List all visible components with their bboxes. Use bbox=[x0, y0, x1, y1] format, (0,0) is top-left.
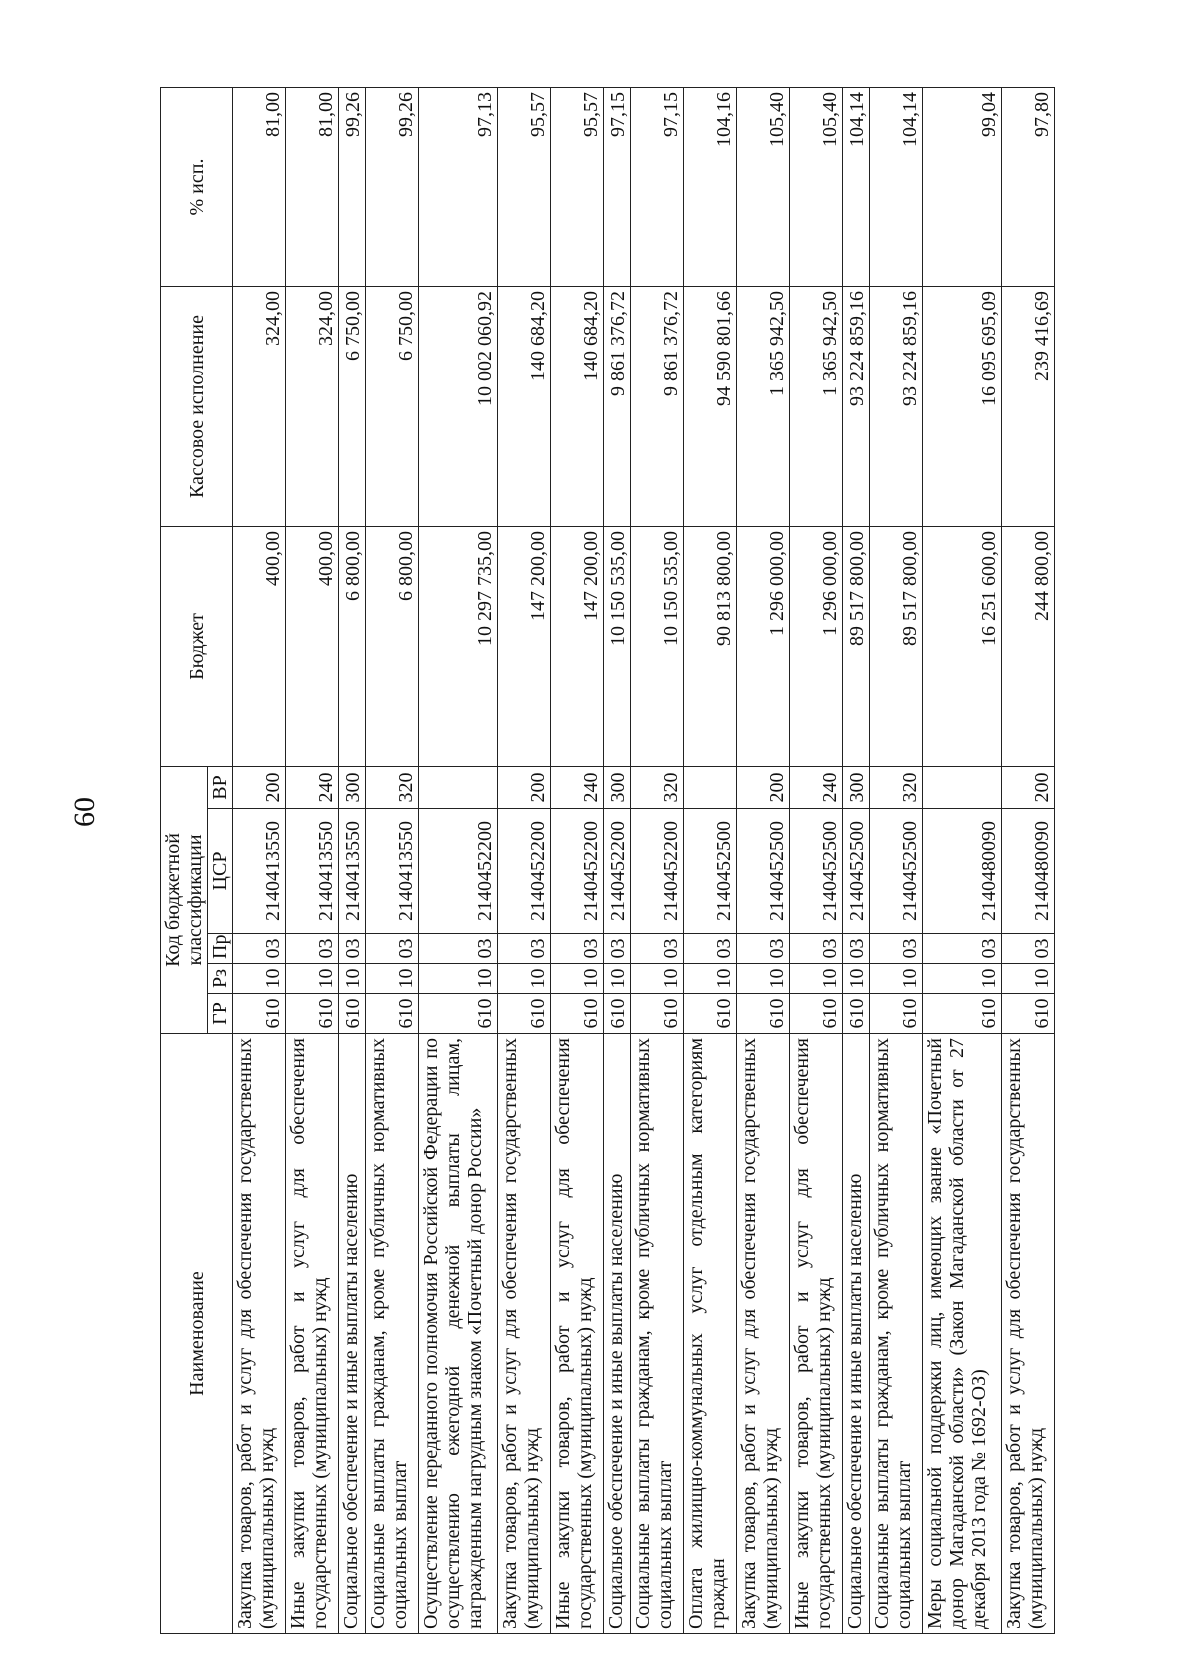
cell-vr: 320 bbox=[631, 767, 684, 809]
cell-name: Социальное обеспечение и иные выплаты населению bbox=[339, 1034, 366, 1634]
cell-pr: 03 bbox=[366, 934, 419, 964]
cell-percent: 105,40 bbox=[790, 88, 843, 287]
cell-budget: 10 150 535,00 bbox=[604, 527, 631, 767]
cell-percent: 104,14 bbox=[843, 88, 870, 287]
cell-vr: 300 bbox=[339, 767, 366, 809]
cell-gr: 610 bbox=[339, 994, 366, 1034]
cell-gr: 610 bbox=[604, 994, 631, 1034]
cell-csr: 2140452200 bbox=[498, 809, 551, 934]
cell-pr: 03 bbox=[419, 934, 498, 964]
cell-csr: 2140480090 bbox=[923, 809, 1002, 934]
cell-pr: 03 bbox=[870, 934, 923, 964]
cell-vr bbox=[923, 767, 1002, 809]
cell-name: Закупка товаров, работ и услуг для обеспечения государственных (муниципальных) нужд bbox=[1002, 1034, 1055, 1634]
table-row bbox=[604, 88, 631, 1634]
cell-execution: 93 224 859,16 bbox=[843, 287, 870, 527]
cell-csr: 2140452500 bbox=[843, 809, 870, 934]
table-row bbox=[419, 88, 498, 1634]
cell-percent: 81,00 bbox=[286, 88, 339, 287]
cell-pr: 03 bbox=[843, 934, 870, 964]
cell-rz: 10 bbox=[923, 964, 1002, 994]
table-row bbox=[631, 88, 684, 1634]
cell-budget: 16 251 600,00 bbox=[923, 527, 1002, 767]
cell-rz: 10 bbox=[366, 964, 419, 994]
cell-csr: 2140452500 bbox=[684, 809, 737, 934]
cell-rz: 10 bbox=[339, 964, 366, 994]
cell-percent: 104,16 bbox=[684, 88, 737, 287]
cell-execution: 1 365 942,50 bbox=[790, 287, 843, 527]
cell-execution: 140 684,20 bbox=[551, 287, 604, 527]
cell-name: Иные закупки товаров, работ и услуг для обеспечения государственных (муниципальных) нужд bbox=[551, 1034, 604, 1634]
table-row bbox=[870, 88, 923, 1634]
cell-pr: 03 bbox=[286, 934, 339, 964]
cell-vr: 240 bbox=[286, 767, 339, 809]
header-csr: ЦСР bbox=[208, 809, 233, 934]
cell-vr: 200 bbox=[233, 767, 286, 809]
table-row bbox=[366, 88, 419, 1634]
cell-vr: 300 bbox=[843, 767, 870, 809]
cell-gr: 610 bbox=[233, 994, 286, 1034]
cell-rz: 10 bbox=[737, 964, 790, 994]
cell-budget: 10 297 735,00 bbox=[419, 527, 498, 767]
cell-pr: 03 bbox=[339, 934, 366, 964]
cell-pr: 03 bbox=[737, 934, 790, 964]
cell-csr: 2140452200 bbox=[604, 809, 631, 934]
cell-execution: 140 684,20 bbox=[498, 287, 551, 527]
cell-rz: 10 bbox=[684, 964, 737, 994]
cell-name: Оплата жилищно-коммунальных услуг отдельным категориям граждан bbox=[684, 1034, 737, 1634]
cell-gr: 610 bbox=[870, 994, 923, 1034]
cell-percent: 97,80 bbox=[1002, 88, 1055, 287]
cell-vr: 200 bbox=[498, 767, 551, 809]
cell-gr: 610 bbox=[419, 994, 498, 1034]
cell-csr: 2140413550 bbox=[339, 809, 366, 934]
cell-rz: 10 bbox=[870, 964, 923, 994]
table-row bbox=[233, 88, 286, 1634]
cell-gr: 610 bbox=[366, 994, 419, 1034]
cell-percent: 99,26 bbox=[339, 88, 366, 287]
cell-gr: 610 bbox=[498, 994, 551, 1034]
header-rz: Рз bbox=[208, 964, 233, 994]
cell-pr: 03 bbox=[631, 934, 684, 964]
cell-execution: 1 365 942,50 bbox=[737, 287, 790, 527]
cell-pr: 03 bbox=[604, 934, 631, 964]
cell-pr: 03 bbox=[923, 934, 1002, 964]
header-row-1 bbox=[161, 88, 208, 1634]
page-number: 60 bbox=[68, 797, 101, 827]
cell-csr: 2140452200 bbox=[551, 809, 604, 934]
cell-rz: 10 bbox=[843, 964, 870, 994]
cell-rz: 10 bbox=[286, 964, 339, 994]
cell-name: Социальные выплаты гражданам, кроме публичных нормативных социальных выплат bbox=[870, 1034, 923, 1634]
cell-csr: 2140452200 bbox=[419, 809, 498, 934]
cell-pr: 03 bbox=[684, 934, 737, 964]
cell-rz: 10 bbox=[233, 964, 286, 994]
cell-percent: 97,15 bbox=[631, 88, 684, 287]
cell-csr: 2140452200 bbox=[631, 809, 684, 934]
cell-rz: 10 bbox=[790, 964, 843, 994]
cell-execution: 324,00 bbox=[233, 287, 286, 527]
cell-budget: 400,00 bbox=[286, 527, 339, 767]
table-row bbox=[1002, 88, 1055, 1634]
cell-csr: 2140413550 bbox=[366, 809, 419, 934]
cell-name: Осуществление переданного полномочия Российской Федерации по осуществлению ежегодной денежной выплаты лицам, награжденным нагрудным знаком «Почетный донор России» bbox=[419, 1034, 498, 1634]
cell-name: Социальное обеспечение и иные выплаты населению bbox=[604, 1034, 631, 1634]
cell-vr: 300 bbox=[604, 767, 631, 809]
cell-name: Закупка товаров, работ и услуг для обеспечения государственных (муниципальных) нужд bbox=[737, 1034, 790, 1634]
header-pr: Пр bbox=[208, 934, 233, 964]
cell-percent: 99,26 bbox=[366, 88, 419, 287]
header-percent: % исп. bbox=[161, 88, 233, 287]
cell-gr: 610 bbox=[737, 994, 790, 1034]
cell-budget: 244 800,00 bbox=[1002, 527, 1055, 767]
cell-execution: 10 002 060,92 bbox=[419, 287, 498, 527]
header-vr: ВР bbox=[208, 767, 233, 809]
cell-vr: 240 bbox=[790, 767, 843, 809]
cell-name: Социальное обеспечение и иные выплаты населению bbox=[843, 1034, 870, 1634]
cell-budget: 6 800,00 bbox=[339, 527, 366, 767]
cell-percent: 104,14 bbox=[870, 88, 923, 287]
cell-csr: 2140452500 bbox=[737, 809, 790, 934]
cell-pr: 03 bbox=[790, 934, 843, 964]
header-execution: Кассовое исполнение bbox=[161, 287, 233, 527]
cell-gr: 610 bbox=[1002, 994, 1055, 1034]
cell-gr: 610 bbox=[286, 994, 339, 1034]
cell-percent: 97,15 bbox=[604, 88, 631, 287]
cell-vr: 320 bbox=[870, 767, 923, 809]
cell-pr: 03 bbox=[498, 934, 551, 964]
cell-execution: 239 416,69 bbox=[1002, 287, 1055, 527]
table-row bbox=[923, 88, 1002, 1634]
cell-rz: 10 bbox=[498, 964, 551, 994]
cell-execution: 16 095 695,09 bbox=[923, 287, 1002, 527]
cell-percent: 95,57 bbox=[551, 88, 604, 287]
table-body bbox=[233, 88, 1055, 1634]
cell-csr: 2140413550 bbox=[233, 809, 286, 934]
table-row bbox=[843, 88, 870, 1634]
rotated-page-content bbox=[160, 88, 1200, 1634]
cell-percent: 97,13 bbox=[419, 88, 498, 287]
table-row bbox=[737, 88, 790, 1634]
cell-percent: 95,57 bbox=[498, 88, 551, 287]
table-row bbox=[790, 88, 843, 1634]
cell-vr: 200 bbox=[1002, 767, 1055, 809]
table-row bbox=[498, 88, 551, 1634]
cell-budget: 6 800,00 bbox=[366, 527, 419, 767]
cell-name: Закупка товаров, работ и услуг для обеспечения государственных (муниципальных) нужд bbox=[498, 1034, 551, 1634]
cell-csr: 2140480090 bbox=[1002, 809, 1055, 934]
cell-percent: 99,04 bbox=[923, 88, 1002, 287]
cell-budget: 1 296 000,00 bbox=[737, 527, 790, 767]
cell-csr: 2140413550 bbox=[286, 809, 339, 934]
cell-execution: 94 590 801,66 bbox=[684, 287, 737, 527]
cell-rz: 10 bbox=[419, 964, 498, 994]
cell-vr bbox=[419, 767, 498, 809]
cell-vr: 200 bbox=[737, 767, 790, 809]
cell-rz: 10 bbox=[551, 964, 604, 994]
table-row bbox=[551, 88, 604, 1634]
cell-budget: 400,00 bbox=[233, 527, 286, 767]
cell-name: Закупка товаров, работ и услуг для обеспечения государственных (муниципальных) нужд bbox=[233, 1034, 286, 1634]
cell-budget: 89 517 800,00 bbox=[870, 527, 923, 767]
cell-vr: 320 bbox=[366, 767, 419, 809]
cell-vr bbox=[684, 767, 737, 809]
table-row bbox=[684, 88, 737, 1634]
cell-name: Иные закупки товаров, работ и услуг для обеспечения государственных (муниципальных) нужд bbox=[790, 1034, 843, 1634]
table-row bbox=[339, 88, 366, 1634]
cell-name: Меры социальной поддержки лиц, имеющих звание «Почетный донор Магаданской области» (Закон Магаданской области от 27 декабря 2013 года № 1692-ОЗ) bbox=[923, 1034, 1002, 1634]
cell-execution: 6 750,00 bbox=[366, 287, 419, 527]
cell-gr: 610 bbox=[551, 994, 604, 1034]
cell-execution: 9 861 376,72 bbox=[604, 287, 631, 527]
cell-gr: 610 bbox=[790, 994, 843, 1034]
budget-table bbox=[160, 87, 1055, 1634]
cell-execution: 93 224 859,16 bbox=[870, 287, 923, 527]
header-name: Наименование bbox=[161, 1034, 233, 1634]
header-code-group: Код бюджетной классификации bbox=[161, 767, 208, 1034]
table-row bbox=[286, 88, 339, 1634]
cell-execution: 324,00 bbox=[286, 287, 339, 527]
cell-percent: 81,00 bbox=[233, 88, 286, 287]
cell-name: Иные закупки товаров, работ и услуг для обеспечения государственных (муниципальных) нужд bbox=[286, 1034, 339, 1634]
cell-name: Социальные выплаты гражданам, кроме публичных нормативных социальных выплат bbox=[631, 1034, 684, 1634]
cell-execution: 6 750,00 bbox=[339, 287, 366, 527]
cell-vr: 240 bbox=[551, 767, 604, 809]
cell-budget: 10 150 535,00 bbox=[631, 527, 684, 767]
cell-budget: 147 200,00 bbox=[498, 527, 551, 767]
cell-budget: 90 813 800,00 bbox=[684, 527, 737, 767]
cell-pr: 03 bbox=[551, 934, 604, 964]
cell-budget: 1 296 000,00 bbox=[790, 527, 843, 767]
cell-rz: 10 bbox=[604, 964, 631, 994]
cell-pr: 03 bbox=[233, 934, 286, 964]
cell-csr: 2140452500 bbox=[790, 809, 843, 934]
cell-budget: 147 200,00 bbox=[551, 527, 604, 767]
cell-rz: 10 bbox=[631, 964, 684, 994]
cell-name: Социальные выплаты гражданам, кроме публичных нормативных социальных выплат bbox=[366, 1034, 419, 1634]
cell-pr: 03 bbox=[1002, 934, 1055, 964]
header-gr: ГР bbox=[208, 994, 233, 1034]
cell-csr: 2140452500 bbox=[870, 809, 923, 934]
cell-execution: 9 861 376,72 bbox=[631, 287, 684, 527]
cell-gr: 610 bbox=[684, 994, 737, 1034]
header-budget: Бюджет bbox=[161, 527, 233, 767]
cell-percent: 105,40 bbox=[737, 88, 790, 287]
cell-gr: 610 bbox=[843, 994, 870, 1034]
cell-rz: 10 bbox=[1002, 964, 1055, 994]
cell-gr: 610 bbox=[923, 994, 1002, 1034]
cell-gr: 610 bbox=[631, 994, 684, 1034]
cell-budget: 89 517 800,00 bbox=[843, 527, 870, 767]
